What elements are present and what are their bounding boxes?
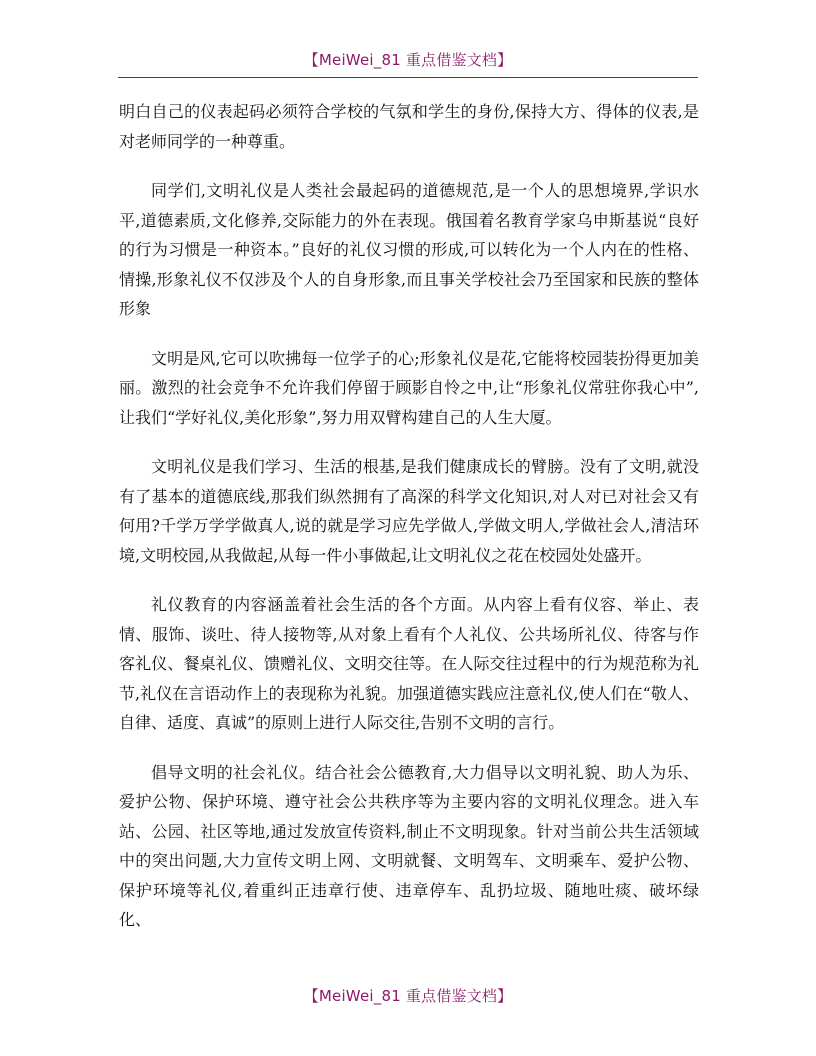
page-footer: 【MeiWei_81 重点借鉴文档】 (303, 987, 513, 1005)
paragraph-6: 倡导文明的社会礼仪。结合社会公德教育,大力倡导以文明礼貌、助人为乐、爱护公物、保护环境、遵守社会公共秩序等为主要内容的文明礼仪理念。进入车站、公园、社区等地,通过发放宣传资料,制止不文明现象。针对当前公共生活领域中的突出问题,大力宣传文明上网、文明就餐、文明驾车、文明乘车、爱护公物、保护环境等礼仪,着重纠正违章行使、违章停车、乱扔垃圾、随地吐痰、破坏绿化、 (119, 762, 699, 929)
paragraph-5: 礼仪教育的内容涵盖着社会生活的各个方面。从内容上看有仪容、举止、表情、服饰、谈吐、待人接物等,从对象上看有个人礼仪、公共场所礼仪、待客与作客礼仪、餐桌礼仪、馈赠礼仪、文明交往等。在人际交往过程中的行为规范称为礼节,礼仪在言语动作上的表现称为礼貌。加强道德实践应注意礼仪,使人们在“敬人、自律、适度、真诚”的原则上进行人际交往,告别不文明的言行。 (119, 595, 699, 732)
paragraph-2: 同学们,文明礼仪是人类社会最起码的道德规范,是一个人的思想境界,学识水平,道德素质,文化修养,交际能力的外在表现。俄国着名教育学家乌申斯基说“良好的行为习惯是一种资本。”良好的礼仪习惯的形成,可以转化为一个人内在的性格、情操,形象礼仪不仅涉及个人的自身形象,而且事关学校社会乃至国家和民族的整体形象 (119, 181, 699, 318)
paragraph-1: 明白自己的仪表起码必须符合学校的气氛和学生的身份,保持大方、得体的仪表,是对老师同学的一种尊重。 (119, 102, 699, 151)
paragraph-3: 文明是风,它可以吹拂每一位学子的心;形象礼仪是花,它能将校园装扮得更加美丽。激烈的社会竞争不允许我们停留于顾影自怜之中,让“形象礼仪常驻你我心中”,让我们“学好礼仪,美化形象”,努力用双臂构建自己的人生大厦。 (119, 348, 699, 427)
document-body (119, 97, 699, 955)
page-header: 【MeiWei_81 重点借鉴文档】 (303, 51, 513, 69)
paragraph-4: 文明礼仪是我们学习、生活的根基,是我们健康成长的臂膀。没有了文明,就没有了基本的道德底线,那我们纵然拥有了高深的科学文化知识,对人对已对社会又有何用?千学万学学做真人,说的就是学习应先学做人,学做文明人,学做社会人,清洁环境,文明校园,从我做起,从每一件小事做起,让文明礼仪之花在校园处处盛开。 (119, 457, 699, 565)
header-divider (118, 77, 698, 78)
